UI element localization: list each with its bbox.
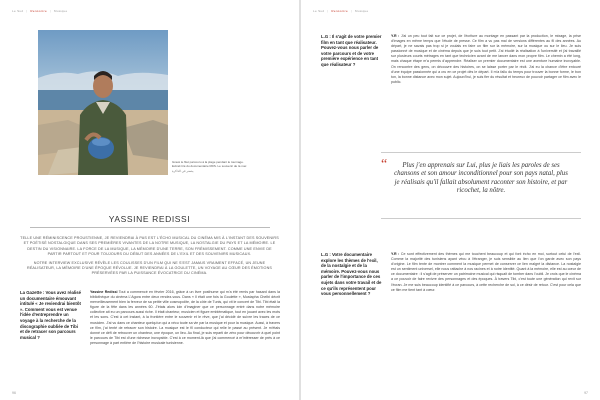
photo-caption-ar: يحضر في الذاكرة [172,169,194,173]
intro-paragraph-2: NOTRE INTERVIEW EXCLUSIVE RÉVÈLE LES COULISSES D'UN FILM QUI NE S'EST JAMAIS VRAIMENT EFFACÉ, UN JEUNE RÉALISATEUR, LA MÉMOIRE D'UNE ÉPOQUE RÉVOLUE. JE REVIENDRAI À LA GOULETTE, UN VOYAGE AU CŒUR DES ÉMOTIONS PRÉSERVÉES PAR LA PUISSANCE ÉVOCATRICE DU CINÉMA. [27,260,272,276]
right-answer-1-text: J'ai un peu tout fait sur ce projet, de l'écriture au montage en passant par la production, le mixage, la prise d'images en même temps que l'étude de presse. Ce film a vu pas mal de versions différentes au fil des années. Au départ, je ne savais pas trop si je voulais en faire un film sur la mémoire, sur la musique ou sur le lieu. Je suis passionné de musique et de cinéma depuis que je suis tout petit. J'ai étudié la réalisation à l'université et j'ai travaillé sur plusieurs courts métrages en tant que technicien avant de me lancer dans mon propre film. Le chemin a été long, mais chaque étape m'a permis d'apprendre. Réaliser un premier documentaire est une aventure humaine incroyable. On rencontre des gens, on découvre des histoires, on se laisse porter par le récit. J'ai eu la chance d'être entouré d'une équipe passionnée qui a cru en ce projet dès le départ. Il m'a fallu du temps pour trouver la bonne forme, le bon ton, la bonne distance avec mon sujet. Aujourd'hui, je suis fier du résultat et heureux de pouvoir partager ce film avec le public. [391,34,582,84]
running-sub-r: Musique [355,9,369,13]
intro-standfirst [20,236,279,280]
page-number-left: 96 [12,391,16,395]
page-number-right: 97 [584,391,588,395]
left-page [0,0,299,400]
pull-quote: Plus j'en apprenais sur Lui, plus je liais les paroles de ses chansons et son amour inconditionnel pour son pays natal, plus je réalisais qu'il fallait absolument raconter son histoire, et par ricochet, la nôtre. [394,162,568,195]
left-answer-speaker: Yassine Redissi [90,290,118,294]
running-header-left: Le Sud | Rencontre | Musique [12,9,68,13]
right-answer-2 [391,252,581,293]
title-rule [30,227,270,228]
right-question-1: L.G : Il s'agit de votre premier film en tant que réalisateur. Pouvez-vous nous parler de votre parcours et de votre première expérience en tant que réalisateur ? [321,34,382,67]
portrait-photo [38,30,168,175]
photo-caption [172,160,252,173]
running-brand-r: Le Sud [313,9,325,13]
photo-caption-fr: Gravé le filet parcouru à la plage pendant le tournage. Extrait tiré du documentaire RDS. Le souvenir de la mer. [172,160,248,168]
right-answer-2-text: Ce sont effectivement des thèmes qui me touchent beaucoup et qui font écho en moi, surtout celui de l'exil. Comme la majorité des tunisiens ayant vécu à l'étranger, je suis sensible au lien que l'on garde avec son pays d'origine. Le film tente de montrer comment la musique permet de conserver ce lien malgré la distance. La nostalgie est un sentiment universel, elle nous rattache à nos racines et à notre identité. Quant à la mémoire, elle est au cœur de ce documentaire : il s'agit de préserver un patrimoine musical qui risquait de tomber dans l'oubli. Je crois que le cinéma a ce pouvoir de faire revivre des personnages et des époques. À travers Tibi, c'est toute une génération qui revit sur l'écran. Je me suis beaucoup identifié à ce parcours, à cette recherche de soi, à ce désir de retour. C'est pour cela que ce film me tient tant à cœur. [391,252,582,292]
running-header-right: Le Sud | Rencontre | Musique [313,9,369,13]
left-answer [90,290,280,346]
right-answer-2-speaker: Y.R : [391,252,400,256]
quote-mark-icon: “ [381,157,388,172]
right-answer-1 [391,34,581,85]
right-page [301,0,600,400]
running-brand: Le Sud [12,9,24,13]
interviewee-name-text: YASSINE REDISSI [108,214,191,224]
interviewee-name [0,214,299,228]
right-answer-1-speaker: Y.R : [391,34,400,38]
beach-portrait-illustration [38,30,168,175]
running-section: Rencontre [30,9,47,13]
intro-paragraph-1: TELLE UNE RÉMINISCENCE PROUSTIENNE, JE REVIENDRAI À PAS EST L'ÉCHO MUSICAL DU CINÉMA MIS À L'INSTANT DES SOUVENIRS ET POÉTISÉ NOSTALGIQUE DANS SES PREMIÈRES VIVANTES DE LA NOTRE MUSIQUE, LA NOSTALGIE DU PAYS ET LA MÉMOIRE. LE DESTIN DU VISIONNAIRE. LA FORCE DE LA MUSIQUE, LA MÉMOIRE D'UNE TERRE, SON FRÉMISSEMENT. COMME UNE ENVIE DE PARTIR PARTOUT ET POUR TOUJOURS DU DÉBUT DES ANNÉES DE L'EXIL ET DES SOUVENIRS MUSICAUX. [20,236,279,257]
pull-quote-rule-bottom [381,218,581,219]
right-question-2: L.G : Votre documentaire explore les thèmes de l'exil, de la nostalgie et de la mémoire. Pouvez-vous nous parler de l'importance de ces sujets dans votre travail et de ce qu'ils représentent pour vous personnellement ? [321,252,382,297]
running-sub: Musique [54,9,68,13]
left-question: La Gazette : Vous avez réalisé un documentaire émouvant intitulé « Je reviendrai bientôt ». Comment vous est venue l'idée d'entreprendre un voyage à la recherche de la discographie oubliée de Tibi et de retracer son parcours musical ? [20,290,82,340]
running-section-r: Rencontre [331,9,348,13]
left-answer-text: Tout a commencé en février 2016, grâce à un livre posthume qui m'a été remis par hasard dans la bibliothèque du cinéma L'Agora entre deux rendez-vous. Dans « Il était une fois la Goulette », Mustapha Chelbi décrit merveilleusement bien la ferveur de sa petite ville cosmopolite, de la côte de Tunis, qui vit le concert de Tibi. Tibi était la figure de la fête dans les années 60. J'étais alors loin d'imaginer que ce personnage entré dans notre mémoire collective ait eu un parcours aussi riche. Il était chanteur, musicien et figure emblématique, tout en jouant avec les mots et les sons. C'est à cet instant, à la frontière entre le souvenir et le rêve, que j'ai décidé de suivre les traces de ce musicien. J'ai vu dans ce chanteur quelqu'un qui a vécu toute sa vie par la musique et pour la musique. Aussi, à travers ce film, j'ai tenté de retracer son histoire. La musique est le fil conducteur qui relie le passé au présent. Je m'étais donné ce défi de retrouver un chanteur, une époque, un lieu. Au final, je suis reparti de zéro pour découvrir à quel point le parcours de Tibi est d'une richesse incroyable. C'est à ce moment-là que j'ai commencé à m'intéresser de près à ce personnage à part entière de l'histoire musicale tunisienne. [90,290,281,345]
pull-quote-rule-top [381,152,581,153]
